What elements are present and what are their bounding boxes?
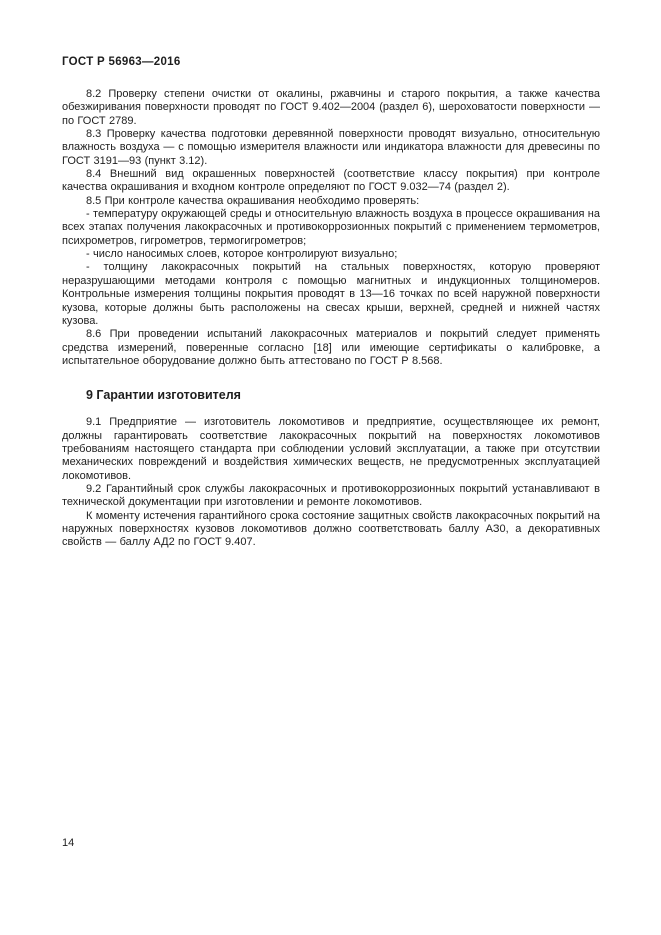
paragraph-9-2-warranty-condition: К моменту истечения гарантийного срока состояние защитных свойств лакокрасочных покрытий на наружных поверхностях кузовов локомотивов должно соответствовать баллу АЗ0, а декоративных свойств — баллу АД2 по ГОСТ 9.407. xyxy=(62,509,601,549)
paragraph-9-2: 9.2 Гарантийный срок службы лакокрасочных и противокоррозионных покрытий устанавливают в технической документации при изготовлении и ремонте локомотивов. xyxy=(62,482,600,509)
list-item-thickness: - толщину лакокрасочных покрытий на стальных поверхностях, которую проверяют неразрушающими методами контроля с помощью магнитных и индукционных толщиномеров. Контрольные измерения толщины покрытия проводят в 13—16 точках по всей наружной поверхности кузова, которые должны быть расположены на свесах крыши, верхней, средней и нижней частях кузова. xyxy=(62,261,600,327)
paragraph-8-4: 8.4 Внешний вид окрашенных поверхностей (соответствие классу покрытия) при контроле качества окрашивания и входном контроле определяют по ГОСТ 9.032—74 (раздел 2). xyxy=(62,168,600,194)
section-9-heading: 9 Гарантии изготовителя xyxy=(86,388,241,403)
page-number: 14 xyxy=(62,837,75,849)
paragraph-8-2: 8.2 Проверку степени очистки от окалины, ржавчины и старого покрытия, а также качества обезжиривания поверхности проводят по ГОСТ 9.402—2004 (раздел 6), шероховатости поверхности — по ГОСТ 2789. xyxy=(62,88,600,127)
paragraph-9-1: 9.1 Предприятие — изготовитель локомотивов и предприятие, осуществляющее их ремонт, должны гарантировать соответствие лакокрасочных покрытий на поверхностях локомотивов требованиям настоящего стандарта при соблюдении условий эксплуатации, а также при отсутствии механических повреждений и воздействия химических веществ, не предусмотренных эксплуатацией локомотивов. xyxy=(62,416,600,482)
list-item-temperature: - температуру окружающей среды и относительную влажность воздуха в процессе окрашивания на всех этапах получения лакокрасочных и противокоррозионных покрытий с применением термометров, психрометров, гигрометров, термогигрометров; xyxy=(62,208,600,247)
document-body xyxy=(62,88,600,550)
paragraph-8-5: 8.5 При контроле качества окрашивания необходимо проверять: xyxy=(86,194,420,207)
gost-standard-number: ГОСТ Р 56963—2016 xyxy=(62,56,181,68)
paragraph-8-3: 8.3 Проверку качества подготовки деревянной поверхности проводят визуально, относительную влажность воздуха — с помощью измерителя влажности или индикатора влажности для древесины по ГОСТ 3191—93 (пункт 3.12). xyxy=(62,128,600,167)
paragraph-8-6: 8.6 При проведении испытаний лакокрасочных материалов и покрытий следует применять средства измерений, поверенные согласно [18] или имеющие сертификаты о калибровке, а испытательное оборудование должно быть аттестовано по ГОСТ Р 8.568. xyxy=(62,328,600,367)
list-item-layers: - число наносимых слоев, которое контролируют визуально; xyxy=(86,248,398,261)
